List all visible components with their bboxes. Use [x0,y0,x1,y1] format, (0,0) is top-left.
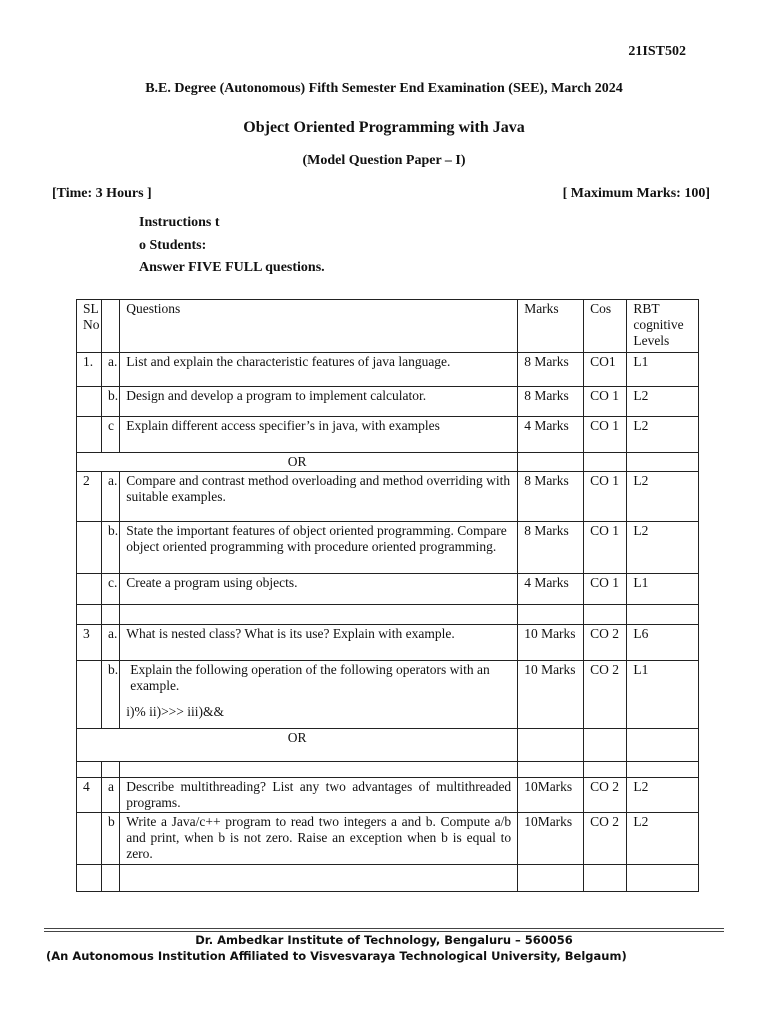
sl-cell [77,387,102,417]
table-row [77,778,699,813]
rbt-cell: L6 [627,625,699,661]
question-cell: What is nested class? What is its use? Explain with example. [120,625,518,661]
or-row [77,729,699,762]
co-cell: CO 2 [584,778,627,813]
sub-cell: a [102,778,120,813]
sub-cell: c [102,417,120,453]
empty-cell [518,865,584,892]
table-row [77,625,699,661]
empty-cell [77,762,102,778]
co-cell: CO 2 [584,661,627,729]
empty-cell [102,865,120,892]
sl-cell: 4 [77,778,102,813]
footer-affiliation: (An Autonomous Institution Affiliated to Visvesvaraya Technological University, Belgaum) [46,949,627,963]
rbt-cell: L1 [627,353,699,387]
paper-type: (Model Question Paper – I) [302,153,466,168]
table-row [77,574,699,605]
or-label: OR [77,729,518,762]
or-label: OR [77,453,518,472]
header-sl: SL No [77,300,102,353]
table-row [77,813,699,865]
question-cell: Explain different access specifier’s in java, with examples [120,417,518,453]
blank-row [77,605,699,625]
empty-cell [120,865,518,892]
sl-cell [77,661,102,729]
footer-institute: Dr. Ambedkar Institute of Technology, Bengaluru – 560056 [195,933,573,947]
empty-cell [77,865,102,892]
question-table [76,299,699,892]
sl-cell [77,522,102,574]
sub-cell: b [102,813,120,865]
sub-cell: b. [102,522,120,574]
question-cell: Create a program using objects. [120,574,518,605]
question-cell: State the important features of object oriented programming. Compare object oriented programming with procedure oriented programming. [120,522,518,574]
marks-cell: 10 Marks [518,625,584,661]
or-row [77,453,699,472]
empty-cell [627,453,699,472]
rbt-cell: L2 [627,813,699,865]
question-cell: Write a Java/c++ program to read two integers a and b. Compute a/b and print, when b is not zero. Raise an exception when b is equal to zero. [120,813,518,865]
empty-cell [584,729,627,762]
table-header-row [77,300,699,353]
co-cell: CO 1 [584,387,627,417]
empty-cell [627,865,699,892]
course-code: 21IST502 [628,44,686,59]
marks-cell: 4 Marks [518,574,584,605]
degree-line: B.E. Degree (Autonomous) Fifth Semester End Examination (SEE), March 2024 [145,81,623,96]
sub-cell: a. [102,625,120,661]
marks-cell: 10Marks [518,778,584,813]
question-cell: Design and develop a program to implement calculator. [120,387,518,417]
operator-list: i)% ii)>>> iii)&& [126,704,225,719]
rbt-cell: L1 [627,574,699,605]
instructions-line-3: Answer FIVE FULL questions. [139,260,325,275]
co-cell: CO 2 [584,625,627,661]
sub-cell: a. [102,472,120,522]
footer-rule-bottom [44,931,724,932]
header-cos: Cos [584,300,627,353]
table-row [77,661,699,729]
exam-time: [Time: 3 Hours ] [52,186,152,201]
empty-cell [102,605,120,625]
sl-cell: 3 [77,625,102,661]
table-row [77,472,699,522]
sl-cell [77,417,102,453]
instructions-line-1: Instructions t [139,215,220,230]
sub-cell: b. [102,387,120,417]
empty-cell [102,762,120,778]
table-row [77,522,699,574]
sub-cell: a. [102,353,120,387]
question-cell: Compare and contrast method overloading and method overriding with suitable examples. [120,472,518,522]
rbt-cell: L2 [627,472,699,522]
empty-cell [77,605,102,625]
marks-cell: 8 Marks [518,387,584,417]
sl-cell: 1. [77,353,102,387]
max-marks: [ Maximum Marks: 100] [562,186,710,201]
empty-cell [584,605,627,625]
empty-cell [627,605,699,625]
empty-cell [120,762,518,778]
empty-cell [627,729,699,762]
marks-cell: 4 Marks [518,417,584,453]
empty-cell [584,762,627,778]
empty-cell [518,605,584,625]
rbt-cell: L2 [627,522,699,574]
header-sub [102,300,120,353]
marks-cell: 10 Marks [518,661,584,729]
question-text: Explain the following operation of the following operators with an example. [130,662,490,693]
marks-cell: 8 Marks [518,353,584,387]
co-cell: CO 1 [584,417,627,453]
co-cell: CO 2 [584,813,627,865]
empty-cell [518,729,584,762]
table-row [77,387,699,417]
subject-title: Object Oriented Programming with Java [243,119,525,136]
header-rbt: RBT cognitive Levels [627,300,699,353]
marks-cell: 8 Marks [518,522,584,574]
instructions-line-2: o Students: [139,238,207,253]
co-cell: CO 1 [584,472,627,522]
empty-cell [627,762,699,778]
sl-cell: 2 [77,472,102,522]
empty-cell [518,762,584,778]
marks-cell: 10Marks [518,813,584,865]
empty-cell [518,453,584,472]
header-marks: Marks [518,300,584,353]
blank-row [77,865,699,892]
header-questions: Questions [120,300,518,353]
footer-rule-top [44,928,724,929]
question-cell [120,661,518,729]
sl-cell [77,813,102,865]
question-cell: Describe multithreading? List any two advantages of multithreaded programs. [120,778,518,813]
sub-cell: c. [102,574,120,605]
co-cell: CO1 [584,353,627,387]
marks-cell: 8 Marks [518,472,584,522]
table-row [77,417,699,453]
question-cell: List and explain the characteristic features of java language. [120,353,518,387]
rbt-cell: L2 [627,417,699,453]
sub-cell: b. [102,661,120,729]
rbt-cell: L1 [627,661,699,729]
rbt-cell: L2 [627,387,699,417]
co-cell: CO 1 [584,522,627,574]
table-row [77,353,699,387]
empty-cell [584,453,627,472]
empty-cell [120,605,518,625]
co-cell: CO 1 [584,574,627,605]
blank-row [77,762,699,778]
rbt-cell: L2 [627,778,699,813]
sl-cell [77,574,102,605]
empty-cell [584,865,627,892]
